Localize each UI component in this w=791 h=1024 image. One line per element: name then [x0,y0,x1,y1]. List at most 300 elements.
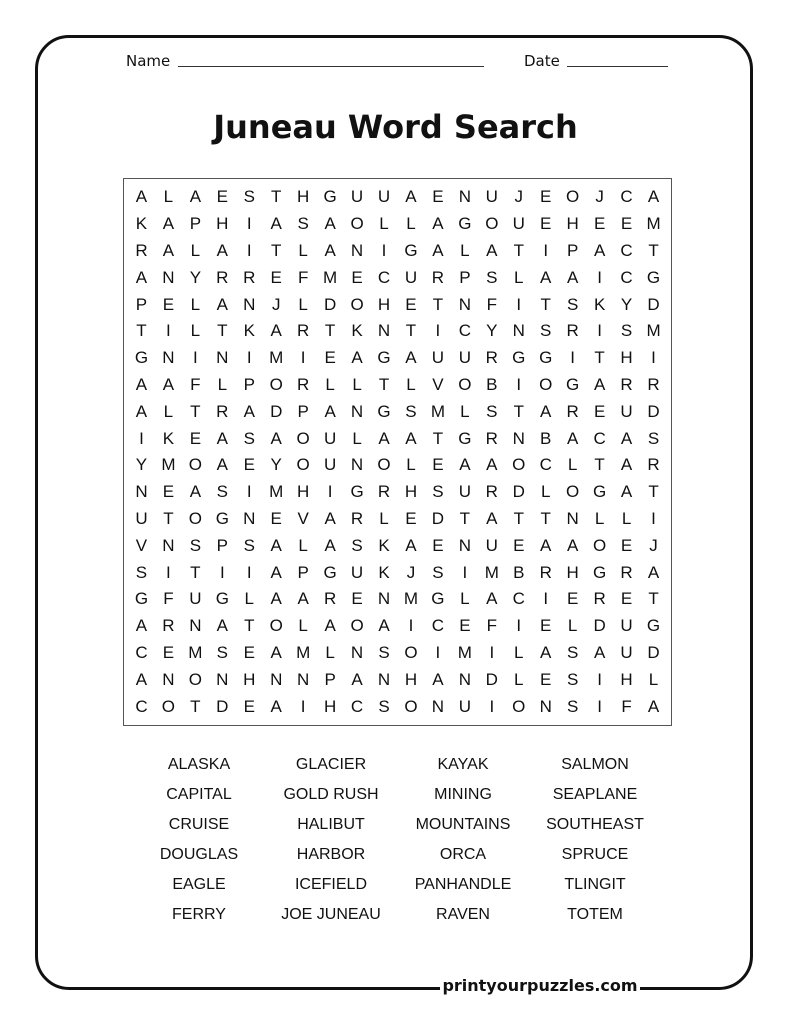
grid-cell: E [593,401,606,421]
grid-cell: U [135,508,148,528]
grid-cell: S [243,187,255,207]
grid-cell: S [566,642,579,662]
grid-cell: T [594,455,605,475]
grid-cell: I [246,348,252,368]
grid-cell: N [566,508,579,528]
grid-cell: T [513,240,524,260]
grid-cell: R [566,401,579,421]
grid-cell: D [647,401,660,421]
grid-cell: P [566,240,579,260]
grid-cell: N [350,240,364,260]
grid-cell: T [594,348,605,368]
grid-cell: O [593,535,607,555]
grid-cell: O [458,374,472,394]
grid-cell: A [540,535,552,555]
grid-cell: N [216,669,229,689]
grid-cell: D [216,696,229,716]
word-list-item: SALMON [561,756,629,773]
grid-cell: M [484,562,499,582]
grid-cell: N [162,348,175,368]
grid-cell: S [216,642,228,662]
grid-cell: B [513,562,525,582]
grid-cell: C [620,240,633,260]
word-list-item: GLACIER [295,756,367,773]
grid-cell: U [485,187,498,207]
grid-cell: G [431,589,445,609]
word-list-item: ORCA [439,846,487,863]
grid-cell: R [323,589,337,609]
grid-cell: A [270,428,282,448]
grid-cell: N [243,294,256,314]
grid-cell: A [486,240,498,260]
grid-cell: I [543,589,549,609]
grid-cell: L [379,214,389,234]
grid-cell: A [216,455,228,475]
grid-cell: T [190,562,201,582]
grid-cell: T [405,321,417,341]
grid-cell: O [566,482,580,502]
grid-cell: R [620,374,633,394]
grid-cell: L [190,294,201,314]
grid-cell: T [432,428,444,448]
grid-cell: I [597,669,602,689]
grid-cell: I [516,294,522,314]
grid-cell: G [215,508,229,528]
grid-cell: S [432,482,444,502]
name-label: Name [126,52,171,70]
grid-cell: S [378,696,390,716]
grid-cell: C [539,455,552,475]
grid-cell: E [162,642,175,662]
grid-cell: A [351,669,363,689]
grid-cell: L [379,508,389,528]
grid-cell: B [540,428,552,448]
grid-cell: L [163,401,174,421]
grid-cell: A [135,267,148,287]
grid-cell: A [405,535,417,555]
grid-cell: A [135,187,148,207]
grid-cell: I [651,348,656,368]
grid-cell: L [352,374,362,394]
grid-cell: M [323,267,338,287]
grid-cell: T [540,294,551,314]
grid-cell: L [514,642,524,662]
grid-cell: A [378,616,390,636]
grid-cell: R [162,616,175,636]
grid-cell: E [243,696,255,716]
grid-cell: I [462,562,468,582]
grid-cell: P [297,562,309,582]
grid-cell: M [646,214,661,234]
grid-cell: E [593,214,606,234]
grid-cell: E [351,589,363,609]
grid-cell: N [377,669,391,689]
grid-cell: R [485,482,498,502]
grid-cell: U [189,589,202,609]
grid-cell: J [649,535,658,555]
grid-cell: O [188,455,202,475]
grid-cell: U [350,187,364,207]
grid-cell: H [243,669,256,689]
grid-cell: T [459,508,471,528]
grid-cell: A [432,240,444,260]
grid-cell: D [485,669,498,689]
grid-cell: T [163,508,174,528]
grid-cell: C [593,428,606,448]
grid-cell: G [593,482,607,502]
grid-cell: U [458,482,471,502]
grid-cell: U [458,696,471,716]
grid-cell: L [298,240,308,260]
grid-cell: A [620,455,633,475]
grid-cell: R [243,267,256,287]
grid-cell: I [597,267,602,287]
grid-cell: I [489,642,495,662]
grid-cell: N [458,187,471,207]
grid-cell: F [486,616,498,636]
grid-cell: I [300,348,306,368]
grid-cell: S [566,294,579,314]
grid-cell: A [135,401,148,421]
grid-cell: E [243,455,255,475]
grid-cell: R [297,374,310,394]
grid-cell: L [514,267,524,287]
grid-cell: N [135,482,148,502]
grid-cell: I [651,508,656,528]
grid-cell: N [458,669,471,689]
grid-cell: D [647,294,660,314]
grid-cell: L [406,374,416,394]
grid-cell: C [512,589,525,609]
grid-cell: L [514,669,524,689]
grid-cell: E [432,535,444,555]
word-list-item: DOUGLAS [159,846,239,863]
grid-cell: Y [620,294,633,314]
grid-cell: G [593,562,607,582]
grid-cell: U [431,348,445,368]
grid-cell: H [297,187,310,207]
grid-cell: A [459,455,471,475]
grid-cell: N [243,508,256,528]
grid-cell: C [458,321,471,341]
grid-cell: A [324,240,336,260]
grid-cell: M [430,401,445,421]
grid-cell: V [135,535,148,555]
grid-cell: A [540,267,552,287]
grid-cell: A [405,187,417,207]
grid-cell: E [540,669,552,689]
grid-cell: G [566,374,580,394]
grid-cell: A [162,240,175,260]
grid-cell: D [647,642,660,662]
grid-cell: G [646,616,661,636]
grid-cell: A [593,642,606,662]
grid-cell: I [435,642,441,662]
grid-cell: T [217,321,228,341]
grid-cell: U [323,455,337,475]
grid-cell: L [163,187,174,207]
grid-cell: L [325,642,335,662]
grid-cell: O [269,616,283,636]
grid-cell: A [270,562,282,582]
grid-cell: A [162,374,175,394]
grid-cell: M [269,482,284,502]
word-list-item: SPRUCE [561,846,629,863]
grid-cell: E [620,214,633,234]
grid-cell: R [647,455,660,475]
grid-cell: P [297,401,309,421]
grid-cell: E [270,267,282,287]
date-line[interactable] [567,66,668,67]
grid-cell: N [270,669,283,689]
footer [0,976,791,1000]
grid-cell: S [378,642,390,662]
grid-cell: I [489,696,495,716]
grid-cell: V [432,374,444,394]
grid-cell: F [190,374,201,394]
grid-cell: A [270,535,282,555]
grid-cell: I [516,616,522,636]
grid-cell: S [351,535,363,555]
grid-cell: A [593,374,606,394]
grid-cell: H [566,562,579,582]
grid-cell: L [460,401,470,421]
grid-cell: E [405,294,417,314]
grid-cell: I [597,321,602,341]
grid-cell: A [189,482,202,502]
grid-cell: T [378,374,390,394]
grid-cell: L [190,240,201,260]
grid-cell: E [540,214,552,234]
grid-cell: P [135,294,148,314]
grid-cell: O [188,508,202,528]
grid-cell: S [216,482,228,502]
grid-cell: S [540,321,552,341]
grid-cell: G [134,589,149,609]
grid-cell: N [350,401,364,421]
grid-cell: D [323,294,337,314]
grid-cell: O [512,455,526,475]
grid-cell: T [324,321,336,341]
grid-cell: N [350,455,364,475]
grid-cell: O [485,214,499,234]
grid-cell: E [216,187,228,207]
grid-cell: E [405,508,417,528]
grid-cell: I [166,321,171,341]
word-list-item: SOUTHEAST [546,816,644,833]
grid-cell: I [408,616,414,636]
word-list-item: TOTEM [567,906,623,923]
grid-cell: T [648,589,659,609]
grid-cell: T [648,240,659,260]
grid-cell: R [593,589,606,609]
grid-cell: G [350,482,364,502]
grid-cell: S [432,562,444,582]
word-list-item: HARBOR [296,846,366,863]
grid-cell: A [216,616,228,636]
grid-cell: P [216,535,228,555]
grid-cell: E [540,187,552,207]
grid-cell: I [193,348,198,368]
grid-cell: E [351,267,363,287]
grid-cell: U [485,535,498,555]
letter-grid [123,178,672,726]
grid-cell: S [620,321,633,341]
grid-cell: Y [486,321,498,341]
word-list-item: HALIBUT [297,816,365,833]
grid-cell: L [298,535,308,555]
grid-cell: L [298,616,308,636]
grid-cell: N [377,589,391,609]
grid-cell: U [350,562,364,582]
grid-cell: M [403,589,419,609]
grid-cell: T [513,508,524,528]
grid-cell: A [566,267,579,287]
word-list-item: SEAPLANE [552,786,638,803]
grid-cell: R [647,374,660,394]
grid-cell: S [189,535,202,555]
grid-cell: L [406,455,416,475]
grid-cell: H [297,482,310,502]
grid-cell: K [593,294,606,314]
grid-cell: A [270,642,282,662]
grid-cell: A [432,669,444,689]
grid-cell: S [566,669,579,689]
grid-cell: N [512,428,525,448]
grid-cell: I [435,321,441,341]
grid-cell: I [570,348,576,368]
grid-cell: U [620,616,633,636]
grid-cell: E [162,482,175,502]
grid-cell: J [514,187,524,207]
grid-cell: A [216,294,228,314]
grid-cell: R [297,321,310,341]
name-line[interactable] [178,66,484,67]
grid-cell: I [516,374,522,394]
grid-cell: A [270,321,282,341]
grid-cell: G [323,562,337,582]
grid-cell: D [512,482,525,502]
grid-cell: G [215,589,229,609]
grid-cell: E [270,508,282,528]
word-list-item: RAVEN [436,906,490,923]
grid-cell: J [271,294,281,314]
grid-cell: C [135,642,148,662]
grid-cell: N [162,669,175,689]
word-list-item: ICEFIELD [294,876,367,893]
grid-cell: R [135,240,148,260]
grid-cell: L [190,321,201,341]
grid-cell: D [270,401,283,421]
grid-cell: A [566,535,579,555]
grid-cell: R [539,562,552,582]
grid-cell: E [162,294,175,314]
grid-cell: T [271,240,282,260]
grid-cell: H [620,669,633,689]
grid-cell: L [406,214,416,234]
grid-cell: T [244,616,255,636]
word-list-item: MOUNTAINS [415,816,511,833]
grid-cell: O [404,642,418,662]
grid-cell: A [243,401,255,421]
grid-cell: O [512,696,526,716]
grid-cell: U [620,642,633,662]
grid-cell: G [539,348,553,368]
grid-cell: O [566,187,580,207]
grid-cell: L [298,294,308,314]
grid-cell: A [324,535,336,555]
grid-cell: A [135,669,148,689]
grid-cell: H [377,294,391,314]
grid-cell: A [593,240,606,260]
grid-cell: A [324,401,336,421]
grid-cell: F [163,589,174,609]
grid-cell: G [404,240,418,260]
grid-cell: N [458,294,471,314]
grid-cell: M [269,348,284,368]
grid-cell: U [458,348,471,368]
grid-cell: N [162,535,175,555]
word-list-item: FERRY [172,906,226,923]
grid-cell: U [323,428,337,448]
grid-cell: A [540,642,552,662]
grid-cell: A [647,562,660,582]
grid-cell: A [162,214,175,234]
grid-cell: O [161,696,176,716]
grid-cell: A [432,214,444,234]
grid-cell: T [513,401,524,421]
grid-cell: A [566,428,579,448]
grid-cell: O [377,455,391,475]
grid-cell: S [243,428,255,448]
grid-cell: E [513,535,525,555]
grid-cell: A [351,348,363,368]
grid-cell: T [136,321,147,341]
grid-cell: H [404,669,418,689]
grid-cell: R [431,267,445,287]
grid-cell: A [135,616,148,636]
grid-cell: T [432,294,444,314]
grid-cell: N [189,616,202,636]
grid-cell: A [135,374,148,394]
grid-cell: A [486,508,498,528]
grid-cell: I [300,696,306,716]
grid-cell: K [378,562,390,582]
grid-cell: E [324,348,336,368]
grid-cell: I [327,482,333,502]
word-list-item: MINING [434,786,492,803]
grid-cell: N [216,348,229,368]
grid-cell: S [243,535,255,555]
grid-cell: L [540,482,551,502]
grid-cell: F [486,294,498,314]
grid-cell: U [512,214,525,234]
grid-cell: M [457,642,472,662]
grid-cell: G [458,214,472,234]
grid-cell: E [620,589,633,609]
grid-cell: E [620,535,633,555]
grid-cell: L [244,589,254,609]
grid-cell: I [246,240,252,260]
grid-cell: L [567,455,578,475]
grid-cell: C [377,267,391,287]
word-list-item: GOLD RUSH [283,786,379,803]
grid-cell: S [297,214,309,234]
grid-cell: E [432,187,444,207]
grid-cell: Y [189,267,202,287]
grid-cell: C [135,696,148,716]
grid-cell: L [567,616,578,636]
